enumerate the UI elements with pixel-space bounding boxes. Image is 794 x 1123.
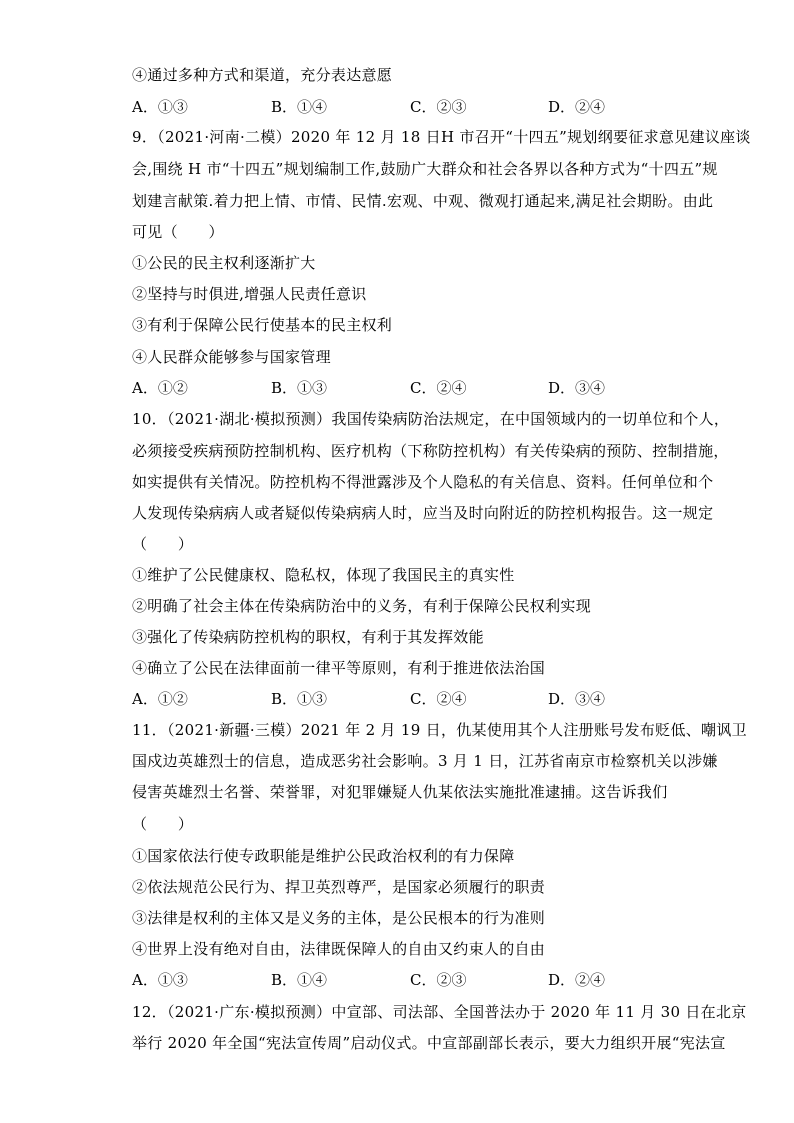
question-11-stem: 侵害英雄烈士名誉、荣誉罪，对犯罪嫌疑人仇某依法实施批准逮捕。这告诉我们 [132, 783, 668, 801]
question-11-stem: 国戍边英雄烈士的信息，造成恶劣社会影响。3 月 1 日，江苏省南京市检察机关以涉嫌 [132, 752, 718, 770]
question-9-stem: 可见（ ） [132, 223, 224, 241]
choice-b: B．①③ [271, 379, 328, 397]
choice-b: B．①④ [271, 98, 328, 116]
question-11-stem: 11．（2021·新疆·三模）2021 年 2 月 19 日，仇某使用其个人注册账号发布贬低、嘲讽卫 [132, 721, 747, 739]
option-text: ②依法规范公民行为、捍卫英烈尊严，是国家必须履行的职责 [132, 878, 546, 896]
question-10-stem: （ ） [132, 535, 194, 553]
option-text: ①维护了公民健康权、隐私权，体现了我国民主的真实性 [132, 566, 515, 584]
question-12-stem: 12．（2021·广东·模拟预测）中宣部、司法部、全国普法办于 2020 年 11 月 30 日在北京 [132, 1003, 747, 1021]
option-text: ③强化了传染病防控机构的职权，有利于其发挥效能 [132, 628, 484, 646]
choice-b: B．①④ [271, 971, 328, 989]
question-10-stem: 如实提供有关情况。防控机构不得泄露涉及个人隐私的有关信息、资料。任何单位和个 [132, 473, 714, 491]
option-text: ①公民的民主权利逐渐扩大 [132, 254, 316, 272]
option-text: ③有利于保障公民行使基本的民主权利 [132, 316, 393, 334]
question-9-stem: 9．（2021·河南·二模）2020 年 12 月 18 日H 市召开“十四五”规划纲要征求意见建议座谈 [132, 128, 751, 146]
question-9-stem: 会,围绕 H 市“十四五”规划编制工作,鼓励广大群众和社会各界以各种方式为“十四五”规 [132, 160, 718, 178]
choice-d: D．③④ [548, 690, 606, 708]
option-text: ②坚持与时俱进,增强人民责任意识 [132, 285, 367, 303]
question-10-stem: 人发现传染病病人或者疑似传染病病人时，应当及时向附近的防控机构报告。这一规定 [132, 504, 714, 522]
choice-a: A．①② [132, 690, 188, 708]
choice-c: C．②④ [410, 690, 467, 708]
option-text: ④通过多种方式和渠道，充分表达意愿 [132, 66, 393, 84]
question-10-stem: 10．（2021·湖北·模拟预测）我国传染病防治法规定，在中国领域内的一切单位和个人， [132, 410, 730, 428]
choice-a: A．①③ [132, 98, 188, 116]
question-9-stem: 划建言献策.着力把上情、市情、民情.宏观、中观、微观打通起来,满足社会期盼。由此 [132, 192, 714, 210]
choice-a: A．①② [132, 379, 188, 397]
question-12-stem: 举行 2020 年全国“宪法宣传周”启动仪式。中宣部副部长表示，要大力组织开展“宪法宣 [132, 1034, 726, 1052]
option-text: ④确立了公民在法律面前一律平等原则，有利于推进依法治国 [132, 659, 546, 677]
option-text: ①国家依法行使专政职能是维护公民政治权利的有力保障 [132, 847, 515, 865]
choice-c: C．②③ [410, 971, 467, 989]
question-11-stem: （ ） [132, 815, 194, 833]
choice-c: C．②③ [410, 98, 467, 116]
question-10-stem: 必须接受疾病预防控制机构、医疗机构（下称防控机构）有关传染病的预防、控制措施， [132, 442, 729, 460]
option-text: ③法律是权利的主体又是义务的主体，是公民根本的行为准则 [132, 909, 546, 927]
choice-d: D．③④ [548, 379, 606, 397]
choice-b: B．①③ [271, 690, 328, 708]
choice-d: D．②④ [548, 98, 606, 116]
choice-d: D．②④ [548, 971, 606, 989]
choice-a: A．①③ [132, 971, 188, 989]
choice-c: C．②④ [410, 379, 467, 397]
option-text: ④人民群众能够参与国家管理 [132, 348, 331, 366]
option-text: ②明确了社会主体在传染病防治中的义务，有利于保障公民权利实现 [132, 597, 592, 615]
option-text: ④世界上没有绝对自由，法律既保障人的自由又约束人的自由 [132, 940, 546, 958]
